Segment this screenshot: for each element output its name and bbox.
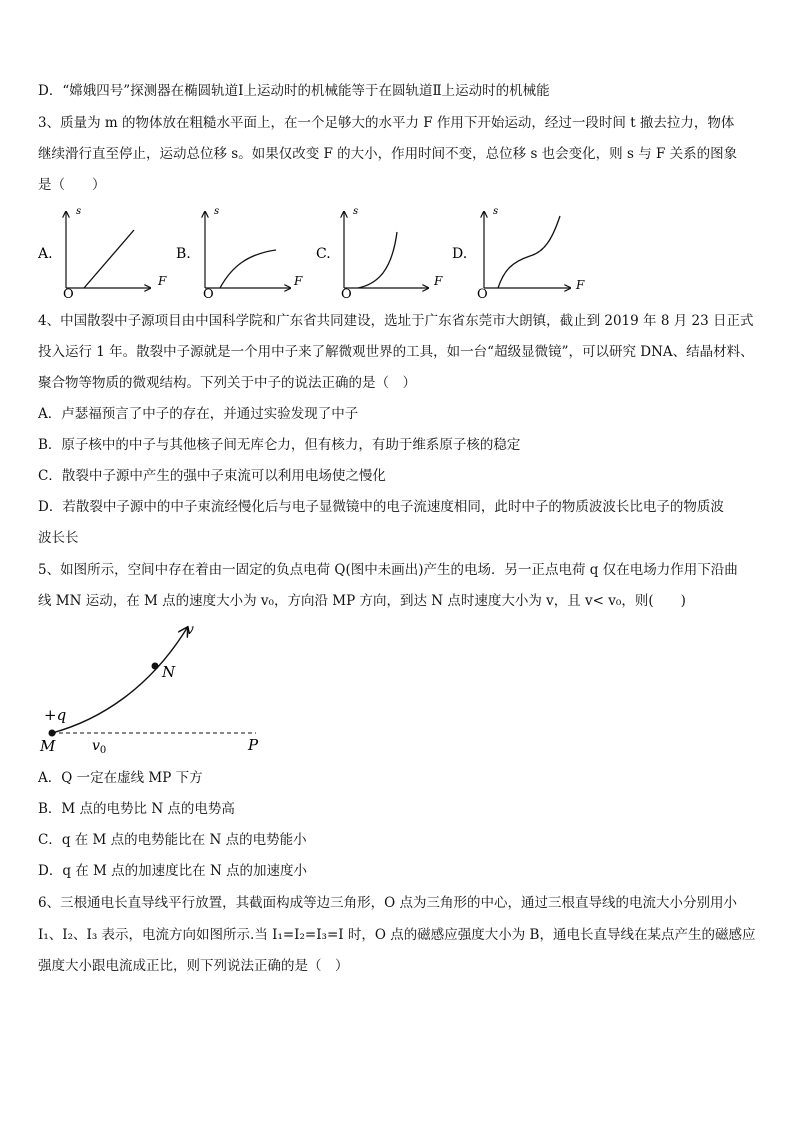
graph-d-label: D.: [452, 246, 468, 262]
graph-b-xlabel: F: [294, 274, 303, 288]
q4-option-a: A．卢瑟福预言了中子的存在，并通过实验发现了中子: [38, 406, 359, 422]
graph-a-curve: [84, 230, 134, 288]
q4-stem-line2: 投入运行 1 年。散裂中子源就是一个用中子来了解微观世界的工具，如一台“超级显微镜”，可以研究 DNA、结晶材料、: [38, 344, 754, 360]
q6-stem-line2: I₁、I₂、I₃ 表示，电流方向如图所示.当 I₁=I₂=I₃=I 时，O 点的磁感应强度大小为 B，通电长直导线在某点产生的磁感应: [38, 927, 756, 943]
q3-stem-line1: 3、质量为 m 的物体放在粗糙水平面上，在一个足够大的水平力 F 作用下开始运动，经过一段时间 t 撤去拉力，物体: [38, 115, 735, 131]
graph-a-xlabel: F: [158, 274, 167, 288]
q4-option-d-line2: 波长长: [38, 530, 79, 546]
graph-b: [176, 206, 303, 302]
point-m-label: M: [40, 737, 56, 755]
graph-d-origin: O: [477, 287, 488, 302]
graph-d-ylabel: s: [493, 206, 499, 217]
graph-b-curve: [220, 250, 276, 288]
graph-a: [37, 206, 167, 302]
q5-option-b: B．M 点的电势比 N 点的电势高: [38, 801, 235, 817]
q4-stem-line3: 聚合物等物质的微观结构。下列关于中子的说法正确的是（ ）: [38, 375, 416, 391]
graph-d: [452, 206, 585, 302]
q5-stem-line2: 线 MN 运动，在 M 点的速度大小为 v₀，方向沿 MP 方向，到达 N 点时速度大小为 v，且 v< v₀，则( ): [38, 593, 686, 609]
q5-figure: [0, 618, 794, 758]
point-n-label: N: [162, 663, 176, 681]
point-p-label: P: [248, 736, 259, 754]
graph-a-label: A.: [38, 246, 53, 262]
graph-c-curve: [358, 232, 397, 288]
graph-c-label: C.: [316, 246, 331, 262]
graph-d-xlabel: F: [576, 278, 585, 292]
q3-stem-line3: 是（ ）: [38, 177, 106, 193]
charge-label: +q: [44, 706, 67, 724]
q5-option-c: C．q 在 M 点的电势能比在 N 点的电势能小: [38, 832, 307, 848]
q3-stem-line2: 继续滑行直至停止，运动总位移 s。如果仅改变 F 的大小，作用时间不变，总位移 s 也会变化，则 s 与 F 关系的图象: [38, 146, 738, 162]
q5-stem-line1: 5、如图所示，空间中存在着由一固定的负点电荷 Q(图中未画出)产生的电场．另一正点电荷 q 仅在电场力作用下沿曲: [38, 562, 738, 578]
q2-option-d: D．“嫦娥四号”探测器在椭圆轨道Ⅰ上运动时的机械能等于在圆轨道Ⅱ上运动时的机械能: [38, 83, 550, 99]
graph-c-origin: O: [341, 287, 352, 302]
q5-option-d: D．q 在 M 点的加速度比在 N 点的加速度小: [38, 863, 308, 879]
q6-stem-line3: 强度大小跟电流成正比，则下列说法正确的是（ ）: [38, 958, 349, 974]
point-n-dot: [152, 663, 159, 670]
point-m-dot: [49, 730, 56, 737]
graph-d-curve: [498, 216, 560, 288]
q6-stem-line1: 6、三根通电长直导线平行放置，其截面构成等边三角形，O 点为三角形的中心，通过三根直导线的电流大小分别用小: [38, 895, 737, 911]
q5-option-a: A．Q 一定在虚线 MP 下方: [38, 770, 203, 786]
q4-option-b: B．原子核中的中子与其他核子间无库仑力，但有核力，有助于维系原子核的稳定: [38, 437, 521, 453]
graph-c: [316, 206, 443, 302]
graph-a-ylabel: s: [76, 206, 82, 217]
graph-b-ylabel: s: [214, 206, 220, 217]
q4-option-c: C．散裂中子源中产生的强中子束流可以利用电场使之慢化: [38, 468, 386, 484]
graph-c-xlabel: F: [434, 274, 443, 288]
graph-c-ylabel: s: [353, 206, 359, 217]
q4-option-d-line1: D．若散裂中子源中的中子束流经慢化后与电子显微镜中的电子流速度相同，此时中子的物质波波长比电子的物质波: [38, 499, 724, 515]
graph-a-origin: O: [63, 287, 74, 302]
q4-stem-line1: 4、中国散裂中子源项目由中国科学院和广东省共同建设，选址于广东省东莞市大朗镇，截止到 2019 年 8 月 23 日正式: [38, 313, 754, 329]
graph-b-origin: O: [203, 287, 214, 302]
q3-graphs: [0, 200, 794, 300]
graph-b-label: B.: [176, 246, 191, 262]
velocity-v-label: v: [186, 622, 194, 638]
velocity-v0-label: $v_0$: [92, 738, 107, 756]
